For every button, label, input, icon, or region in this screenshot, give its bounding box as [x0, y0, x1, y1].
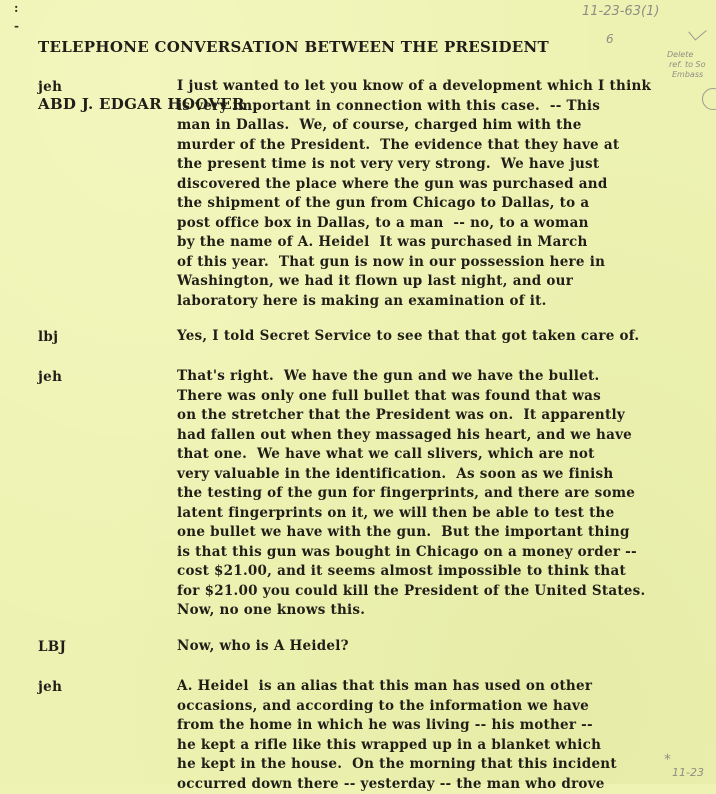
speech-line: the testing of the gun for fingerprints, and there are some — [177, 484, 697, 504]
handwritten-note-line: Delete — [667, 50, 693, 59]
speech-line: the present time is not very very strong. We have just — [177, 155, 697, 175]
speech-line: I just wanted to let you know of a development which I think — [177, 77, 697, 97]
speech-line: That's right. We have the gun and we have the bullet. — [177, 367, 697, 387]
speech-line: occurred down there -- yesterday -- the man who drove — [177, 775, 697, 794]
speech-line: Yes, I told Secret Service to see that that got taken care of. — [177, 327, 697, 347]
speech-line: he kept in the house. On the morning that this incident — [177, 755, 697, 775]
handwritten-number: 6 — [606, 32, 614, 46]
speaker-label: jeh — [38, 679, 62, 695]
speech-line: discovered the place where the gun was purchased and — [177, 175, 697, 195]
speech-line: post office box in Dallas, to a man -- no, to a woman — [177, 214, 697, 234]
speech-line: There was only one full bullet that was found that was — [177, 387, 697, 407]
speech-line: he kept a rifle like this wrapped up in a blanket which — [177, 736, 697, 756]
speech-line: one bullet we have with the gun. But the important thing — [177, 523, 697, 543]
title-line-2: ABD J. EDGAR HOOVER — [38, 95, 549, 114]
handwritten-star: * — [664, 752, 671, 768]
speech-block — [177, 637, 697, 657]
speech-line: had fallen out when they massaged his heart, and we have — [177, 426, 697, 446]
speech-line: of this year. That gun is now in our possession here in — [177, 253, 697, 273]
speech-line: very valuable in the identification. As soon as we finish — [177, 465, 697, 485]
speech-line: that one. We have what we call slivers, which are not — [177, 445, 697, 465]
handwritten-date: 11-23-63(1) — [582, 4, 659, 19]
speech-line: is very important in connection with this case. -- This — [177, 97, 697, 117]
speech-line: murder of the President. The evidence that they have at — [177, 136, 697, 156]
speaker-label: jeh — [38, 79, 62, 95]
speech-block — [177, 327, 697, 347]
speech-line: the shipment of the gun from Chicago to Dallas, to a — [177, 194, 697, 214]
speech-block — [177, 77, 697, 311]
speech-line: latent fingerprints on it, we will then be able to test the — [177, 504, 697, 524]
handwritten-bottom-ref: 11-23 — [672, 766, 704, 779]
speech-line: A. Heidel is an alias that this man has used on other — [177, 677, 697, 697]
speech-block — [177, 677, 697, 794]
speech-line: man in Dallas. We, of course, charged him with the — [177, 116, 697, 136]
speech-line: from the home in which he was living -- his mother -- — [177, 716, 697, 736]
speech-line: occasions, and according to the information we have — [177, 697, 697, 717]
speech-line: is that this gun was bought in Chicago on a money order -- — [177, 543, 697, 563]
handwritten-note-line: ref. to So — [669, 60, 706, 69]
handwritten-note-line: Embass — [672, 70, 703, 79]
speaker-label: lbj — [38, 329, 58, 345]
speech-line: cost $21.00, and it seems almost impossible to think that — [177, 562, 697, 582]
margin-mark: - — [14, 19, 19, 33]
title-line-1: TELEPHONE CONVERSATION BETWEEN THE PRESIDENT — [38, 38, 549, 57]
margin-mark: : — [14, 1, 18, 15]
speech-block — [177, 367, 697, 621]
speech-line: Now, no one knows this. — [177, 601, 697, 621]
speech-line: for $21.00 you could kill the President of the United States. — [177, 582, 697, 602]
speaker-label: jeh — [38, 369, 62, 385]
speech-line: on the stretcher that the President was on. It apparently — [177, 406, 697, 426]
speech-line: by the name of A. Heidel It was purchased in March — [177, 233, 697, 253]
speaker-label: LBJ — [38, 639, 66, 655]
speech-line: laboratory here is making an examination of it. — [177, 292, 697, 312]
speech-line: Washington, we had it flown up last night, and our — [177, 272, 697, 292]
check-mark-icon — [688, 22, 707, 40]
speech-line: Now, who is A Heidel? — [177, 637, 697, 657]
handwritten-circle-mark — [702, 88, 716, 110]
